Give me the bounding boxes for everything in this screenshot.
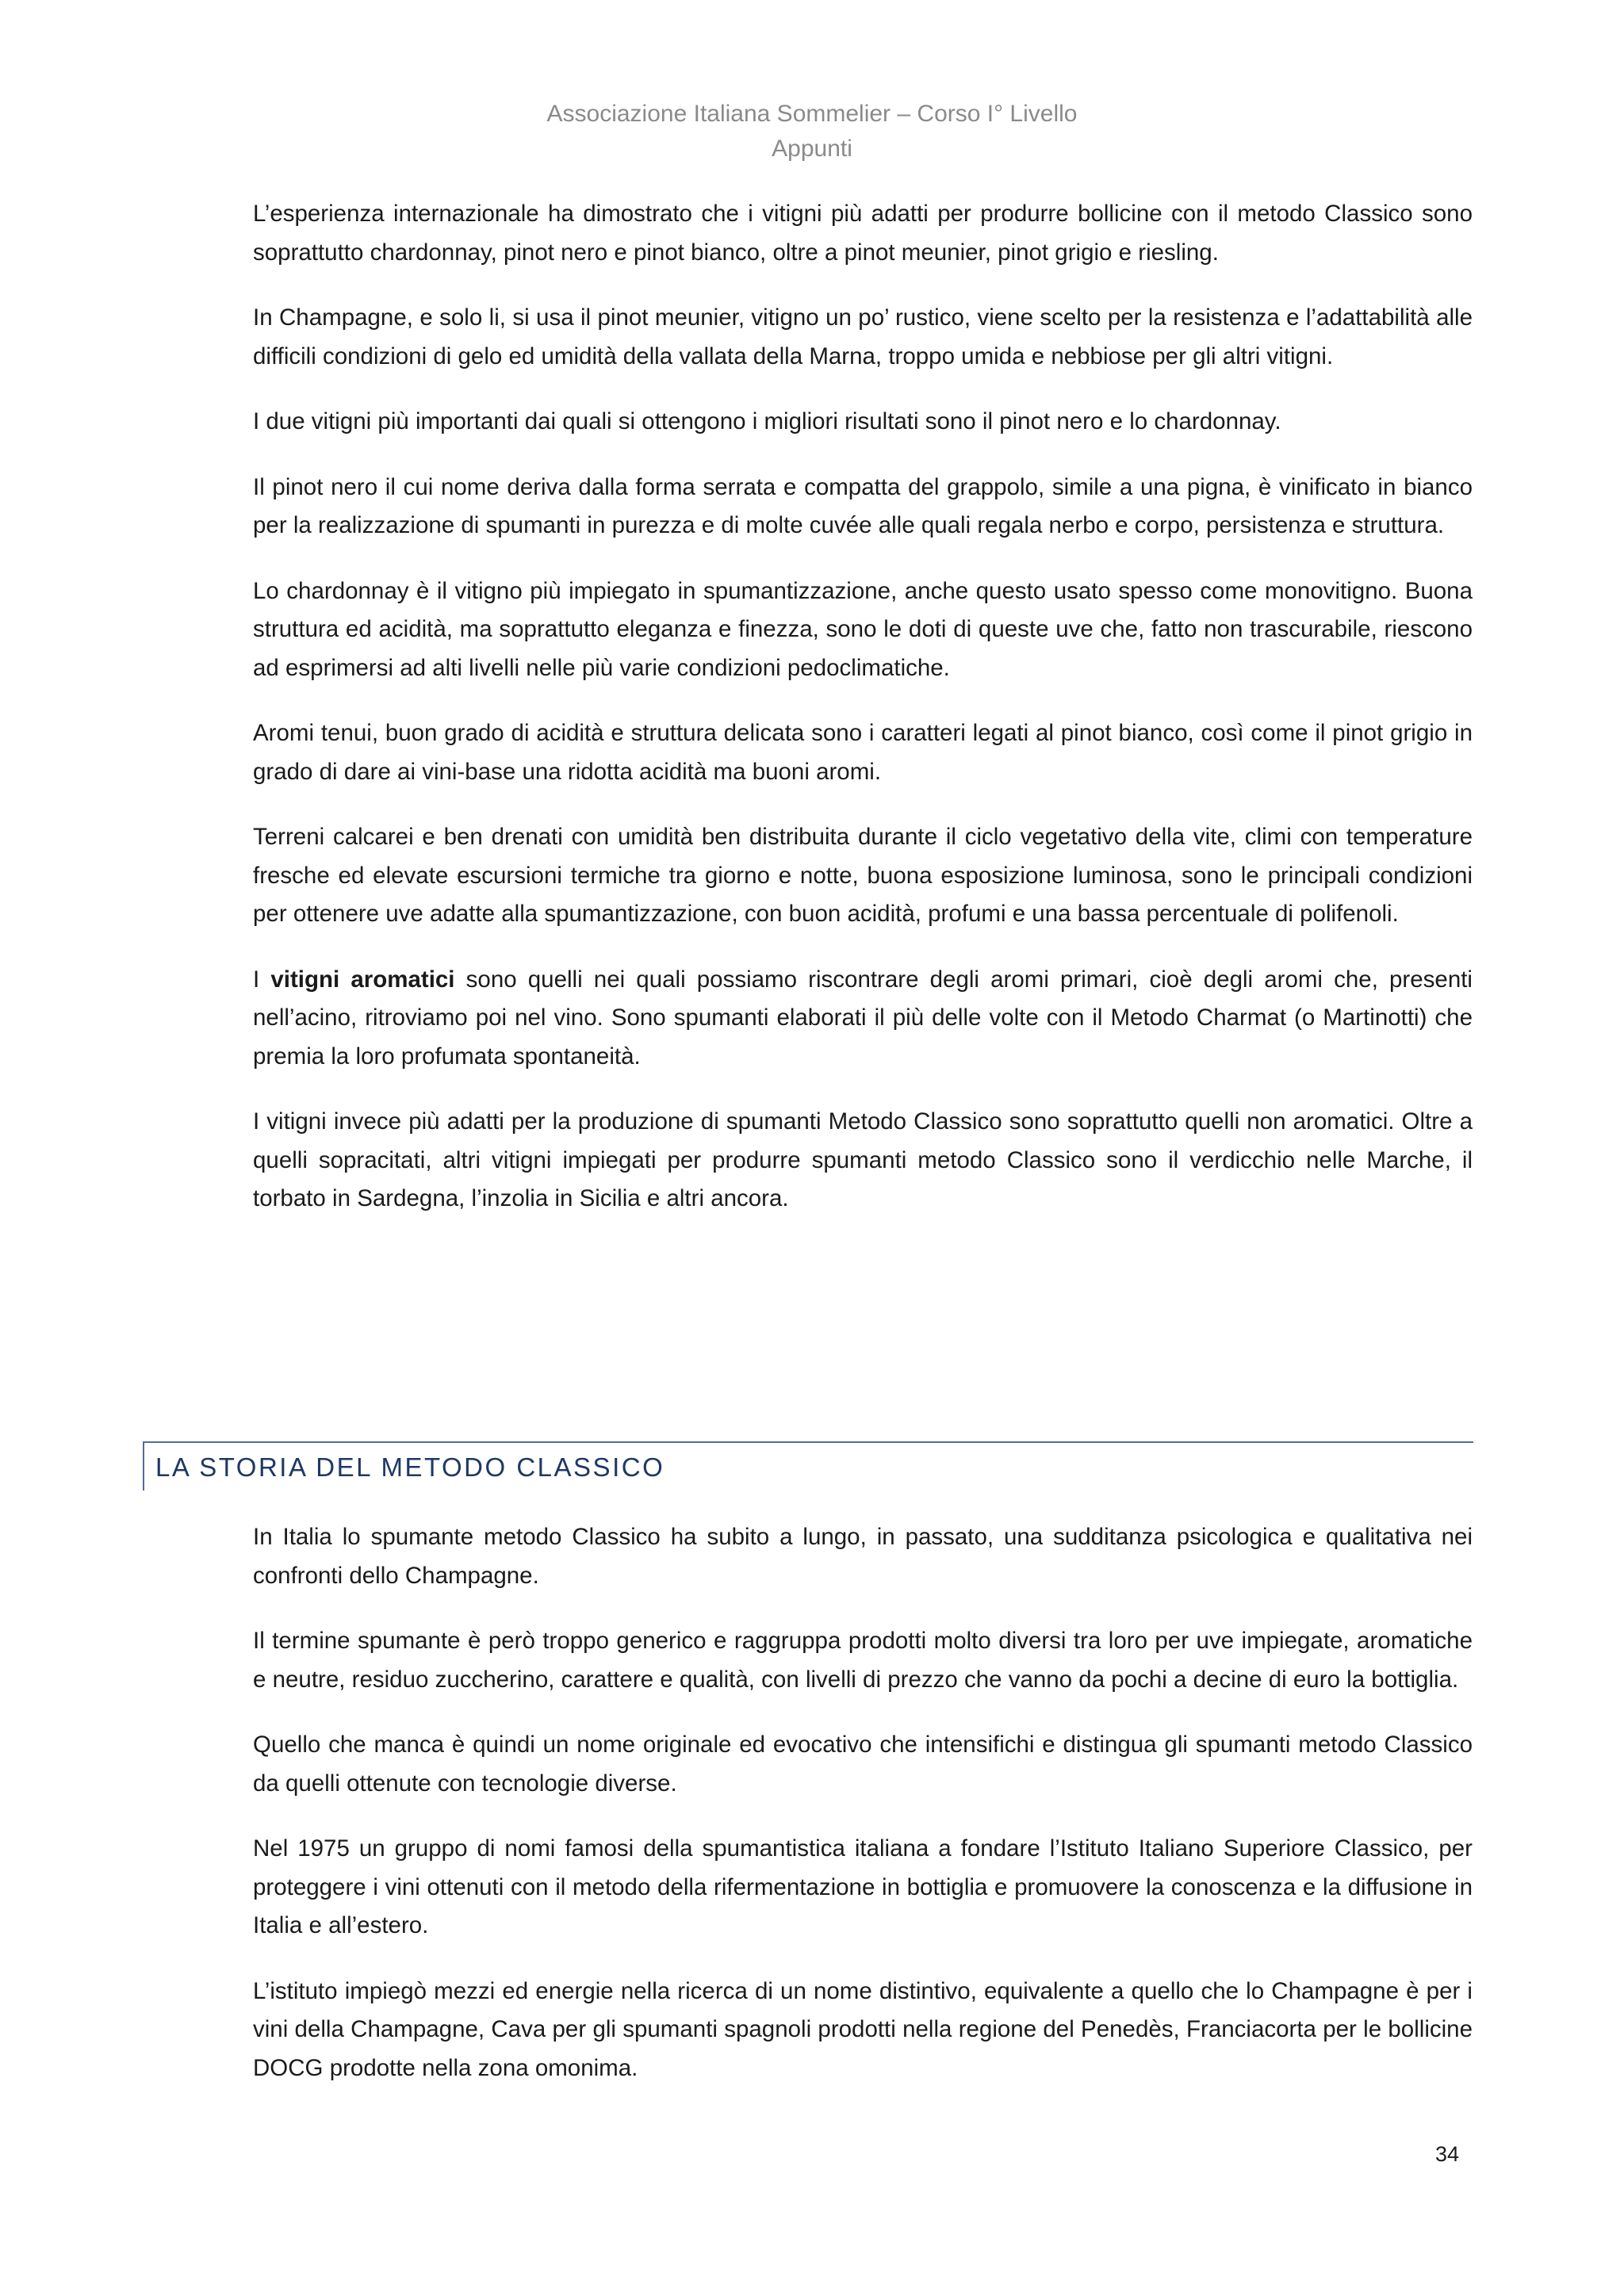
section-heading-text: LA STORIA DEL METODO CLASSICO <box>155 1452 665 1482</box>
paragraph-vitigni-aromatici <box>253 961 1473 1077</box>
paragraph-vitigni-non-aromatici: I vitigni invece più adatti per la produzione di spumanti Metodo Classico sono soprattutto quelli non aromatici. Oltre a quelli sopracitati, altri vitigni impiegati per produrre spumanti metodo Classico sono il verdicchio nelle Marche, il torbato in Sardegna, l’inzolia in Sicilia e altri ancora. <box>253 1108 1473 1211</box>
paragraph-chardonnay: Lo chardonnay è il vitigno più impiegato in spumantizzazione, anche questo usato spesso come monovitigno. Buona struttura ed acidità, ma soprattutto eleganza e finezza, sono le doti di queste uve che, fatto non trascurabile, riescono ad esprimersi ad alti livelli nelle più varie condizioni pedoclimatiche. <box>253 577 1473 681</box>
section-storia-body <box>253 1518 1473 2087</box>
paragraph-sudditanza: In Italia lo spumante metodo Classico ha subito a lungo, in passato, una sudditanza psicologica e qualitativa nei confronti dello Champagne. <box>253 1524 1473 1589</box>
paragraph-pinot-nero: Il pinot nero il cui nome deriva dalla forma serrata e compatta del grappolo, simile a una pigna, è vinificato in bianco per la realizzazione di spumanti in purezza e di molte cuvée alle quali regala nerbo e corpo, persistenza e struttura. <box>253 473 1473 538</box>
paragraph-pinot-meunier: In Champagne, e solo li, si usa il pinot meunier, vitigno un po’ rustico, viene scelto per la resistenza e l’adattabilità alle difficili condizioni di gelo ed umidità della vallata della Marna, troppo umida e nebbiose per gli altri vitigni. <box>253 304 1473 369</box>
page-header <box>0 97 1624 166</box>
paragraph-istituto-1975: Nel 1975 un gruppo di nomi famosi della spumantistica italiana a fondare l’Istituto Italiano Superiore Classico, per proteggere i vini ottenuti con il metodo della rifermentazione in bottiglia e promuovere la conoscenza e la diffusione in Italia e all’estero. <box>253 1835 1473 1938</box>
aromatic-rest: sono quelli nei quali possiamo riscontrare degli aromi primari, cioè degli aromi che, presenti nell’acino, ritroviamo poi nel vino. Sono spumanti elaborati il più delle volte con il Metodo Charmat (o Martinotti) che premia la loro profumata spontaneità. <box>253 966 1473 1070</box>
paragraph-termine-spumante: Il termine spumante è però troppo generico e raggruppa prodotti molto diversi tra loro per uve impiegate, aromatiche e neutre, residuo zuccherino, carattere e qualità, con livelli di prezzo che vanno da pochi a decine di euro la bottiglia. <box>253 1628 1473 1693</box>
header-title: Associazione Italiana Sommelier – Corso I° Livello <box>546 101 1078 127</box>
paragraph-terreni: Terreni calcarei e ben drenati con umidità ben distribuita durante il ciclo vegetativo della vite, climi con temperature fresche ed elevate escursioni termiche tra giorno e notte, buona esposizione luminosa, sono le principali condizioni per ottenere uve adatte alla spumantizzazione, con buon acidità, profumi e una bassa percentuale di polifenoli. <box>253 824 1473 927</box>
page-number: 34 <box>1435 2142 1460 2166</box>
paragraph-vitigni-adatti: L’esperienza internazionale ha dimostrato che i vitigni più adatti per produrre bollicine con il metodo Classico sono soprattutto chardonnay, pinot nero e pinot bianco, oltre a pinot meunier, pinot grigio e riesling. <box>253 201 1473 266</box>
aromatic-bold-term: vitigni aromatici <box>270 966 455 993</box>
paragraph-nome-originale: Quello che manca è quindi un nome originale ed evocativo che intensifichi e distingua gli spumanti metodo Classico da quelli ottenute con tecnologie diverse. <box>253 1732 1473 1797</box>
paragraph-pinot-bianco: Aromi tenui, buon grado di acidità e struttura delicata sono i caratteri legati al pinot bianco, così come il pinot grigio in grado di dare ai vini-base una ridotta acidità ma buoni aromi. <box>253 720 1473 785</box>
header-subtitle: Appunti <box>772 136 852 162</box>
aromatic-prefix: I <box>253 966 271 993</box>
section-vitigni-body <box>253 195 1473 1219</box>
section-heading-storia <box>143 1441 1473 1490</box>
paragraph-nome-distintivo: L’istituto impiegò mezzi ed energie nella ricerca di un nome distintivo, equivalente a quello che lo Champagne è per i vini della Champagne, Cava per gli spumanti spagnoli prodotti nella regione del Penedès, Franciacorta per le bollicine DOCG prodotte nella zona omonima. <box>253 1977 1473 2081</box>
paragraph-vitigni-importanti: I due vitigni più importanti dai quali si ottengono i migliori risultati sono il pinot nero e lo chardonnay. <box>253 408 1281 434</box>
